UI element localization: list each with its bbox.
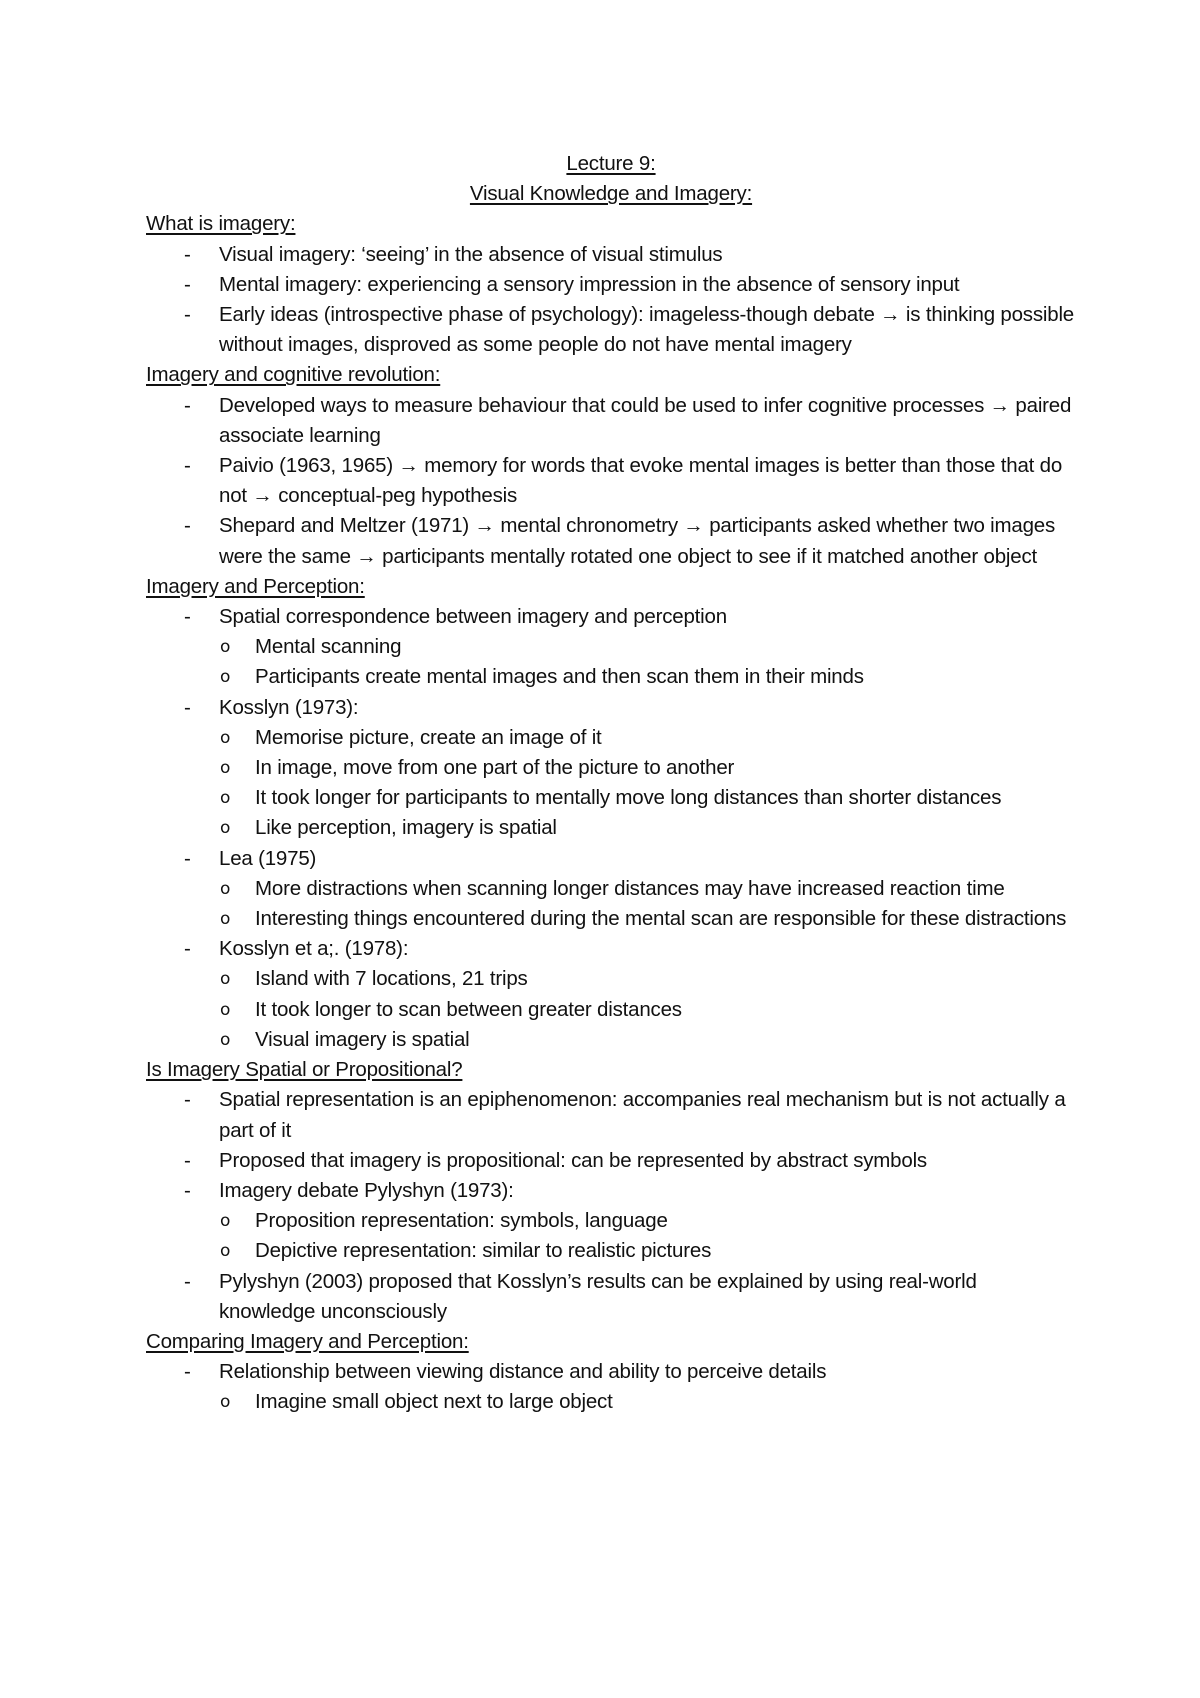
list-item-text: Relationship between viewing distance and ability to perceive details xyxy=(219,1360,827,1384)
circle-bullet-icon: o xyxy=(220,727,231,748)
list-item-text: Early ideas (introspective phase of psychology): imageless-though debate → is thinking possible without images, disproved as some people do not have mental imagery xyxy=(219,303,1075,357)
sub-list-item-text: Mental scanning xyxy=(255,635,402,659)
sub-bullet-list xyxy=(219,874,1076,934)
list-item xyxy=(146,391,1076,451)
list-item-text: Shepard and Meltzer (1971) → mental chronometry → participants asked whether two images were the same → participants mentally rotated one object to see if it matched another object xyxy=(219,514,1056,568)
circle-bullet-icon: o xyxy=(220,818,231,839)
list-item-text: Developed ways to measure behaviour that could be used to infer cognitive processes → paired associate learning xyxy=(219,393,1072,447)
list-item-text: Visual imagery: ‘seeing’ in the absence of visual stimulus xyxy=(219,242,723,266)
circle-bullet-icon: o xyxy=(220,909,231,930)
list-item-text: Paivio (1963, 1965) → memory for words that evoke mental images is better than those that do not → conceptual-peg hypothesis xyxy=(219,454,1063,508)
list-item xyxy=(146,240,1076,270)
list-item xyxy=(146,602,1076,693)
section xyxy=(146,209,1076,360)
list-item xyxy=(146,934,1076,1055)
section xyxy=(146,1327,1076,1418)
list-item xyxy=(146,1267,1076,1327)
section xyxy=(146,360,1076,571)
sub-list-item-text: Like perception, imagery is spatial xyxy=(255,816,557,840)
circle-bullet-icon: o xyxy=(220,1241,231,1262)
sub-list-item xyxy=(146,964,1076,994)
sub-list-item-text: Island with 7 locations, 21 trips xyxy=(255,967,528,991)
dash-bullet-icon: - xyxy=(184,846,191,870)
sub-list-item-text: Interesting things encountered during the mental scan are responsible for these distractions xyxy=(255,907,1067,931)
circle-bullet-icon: o xyxy=(220,969,231,990)
dash-bullet-icon: - xyxy=(184,393,191,417)
sub-list-item-text: Memorise picture, create an image of it xyxy=(255,725,602,749)
sub-list-item-text: Visual imagery is spatial xyxy=(255,1027,470,1051)
list-item-text: Imagery debate Pylyshyn (1973): xyxy=(219,1178,514,1202)
sub-list-item xyxy=(146,1387,1076,1417)
sub-list-item-text: Imagine small object next to large object xyxy=(255,1390,613,1414)
circle-bullet-icon: o xyxy=(220,788,231,809)
sub-list-item xyxy=(146,874,1076,904)
bullet-list xyxy=(146,1357,1076,1417)
circle-bullet-icon: o xyxy=(220,1029,231,1050)
bullet-list xyxy=(146,240,1076,361)
circle-bullet-icon: o xyxy=(220,1392,231,1413)
dash-bullet-icon: - xyxy=(184,605,191,629)
section-heading: What is imagery: xyxy=(146,212,296,236)
sub-list-item xyxy=(146,662,1076,692)
dash-bullet-icon: - xyxy=(184,1178,191,1202)
sub-list-item xyxy=(146,904,1076,934)
sub-bullet-list xyxy=(219,1206,1076,1266)
sub-bullet-list xyxy=(219,1387,1076,1417)
list-item xyxy=(146,270,1076,300)
sub-list-item xyxy=(146,1236,1076,1266)
section xyxy=(146,1055,1076,1327)
list-item xyxy=(146,300,1076,360)
lecture-subtitle: Visual Knowledge and Imagery: xyxy=(469,182,753,206)
sub-list-item xyxy=(146,813,1076,843)
section xyxy=(146,572,1076,1055)
section-heading: Imagery and cognitive revolution: xyxy=(146,363,441,387)
dash-bullet-icon: - xyxy=(184,1269,191,1293)
list-item xyxy=(146,451,1076,511)
sub-list-item-text: It took longer for participants to mentally move long distances than shorter distances xyxy=(255,786,1002,810)
section-heading: Is Imagery Spatial or Propositional? xyxy=(146,1058,463,1082)
dash-bullet-icon: - xyxy=(184,937,191,961)
list-item xyxy=(146,693,1076,844)
sub-bullet-list xyxy=(219,632,1076,692)
dash-bullet-icon: - xyxy=(184,242,191,266)
list-item-text: Spatial correspondence between imagery and perception xyxy=(219,605,727,629)
dash-bullet-icon: - xyxy=(184,695,191,719)
bullet-list xyxy=(146,1085,1076,1327)
list-item xyxy=(146,511,1076,571)
list-item xyxy=(146,1085,1076,1145)
circle-bullet-icon: o xyxy=(220,667,231,688)
lecture-title: Lecture 9: xyxy=(566,152,656,175)
dash-bullet-icon: - xyxy=(184,272,191,296)
bullet-list xyxy=(146,391,1076,572)
sub-list-item xyxy=(146,995,1076,1025)
sub-list-item xyxy=(146,753,1076,783)
list-item xyxy=(146,1357,1076,1417)
sub-list-item xyxy=(146,1025,1076,1055)
sub-list-item-text: More distractions when scanning longer distances may have increased reaction time xyxy=(255,876,1005,900)
sections-container xyxy=(146,209,1076,1417)
sub-list-item-text: Proposition representation: symbols, language xyxy=(255,1209,668,1233)
dash-bullet-icon: - xyxy=(184,514,191,538)
document-body xyxy=(146,149,1076,1418)
dash-bullet-icon: - xyxy=(184,1360,191,1384)
circle-bullet-icon: o xyxy=(220,637,231,658)
sub-list-item-text: Depictive representation: similar to realistic pictures xyxy=(255,1239,712,1263)
list-item-text: Spatial representation is an epiphenomenon: accompanies real mechanism but is not actually a part of it xyxy=(219,1088,1066,1142)
circle-bullet-icon: o xyxy=(220,878,231,899)
list-item xyxy=(146,1146,1076,1176)
sub-list-item-text: Participants create mental images and then scan them in their minds xyxy=(255,665,864,689)
dash-bullet-icon: - xyxy=(184,1148,191,1172)
sub-list-item xyxy=(146,783,1076,813)
circle-bullet-icon: o xyxy=(220,758,231,779)
list-item-text: Kosslyn et a;. (1978): xyxy=(219,937,409,961)
sub-list-item-text: In image, move from one part of the picture to another xyxy=(255,756,735,780)
sub-list-item-text: It took longer to scan between greater distances xyxy=(255,997,682,1021)
sub-bullet-list xyxy=(219,723,1076,844)
list-item-text: Pylyshyn (2003) proposed that Kosslyn’s results can be explained by using real-world knowledge unconsciously xyxy=(219,1269,977,1323)
circle-bullet-icon: o xyxy=(220,1211,231,1232)
sub-bullet-list xyxy=(219,964,1076,1055)
dash-bullet-icon: - xyxy=(184,454,191,478)
sub-list-item xyxy=(146,1206,1076,1236)
list-item-text: Proposed that imagery is propositional: can be represented by abstract symbols xyxy=(219,1148,927,1172)
list-item-text: Kosslyn (1973): xyxy=(219,695,359,719)
section-heading: Comparing Imagery and Perception: xyxy=(146,1329,469,1353)
list-item-text: Mental imagery: experiencing a sensory impression in the absence of sensory input xyxy=(219,272,960,296)
bullet-list xyxy=(146,602,1076,1055)
sub-list-item xyxy=(146,632,1076,662)
dash-bullet-icon: - xyxy=(184,303,191,327)
list-item-text: Lea (1975) xyxy=(219,846,317,870)
circle-bullet-icon: o xyxy=(220,999,231,1020)
list-item xyxy=(146,844,1076,935)
section-heading: Imagery and Perception: xyxy=(146,574,365,598)
dash-bullet-icon: - xyxy=(184,1088,191,1112)
list-item xyxy=(146,1176,1076,1267)
sub-list-item xyxy=(146,723,1076,753)
